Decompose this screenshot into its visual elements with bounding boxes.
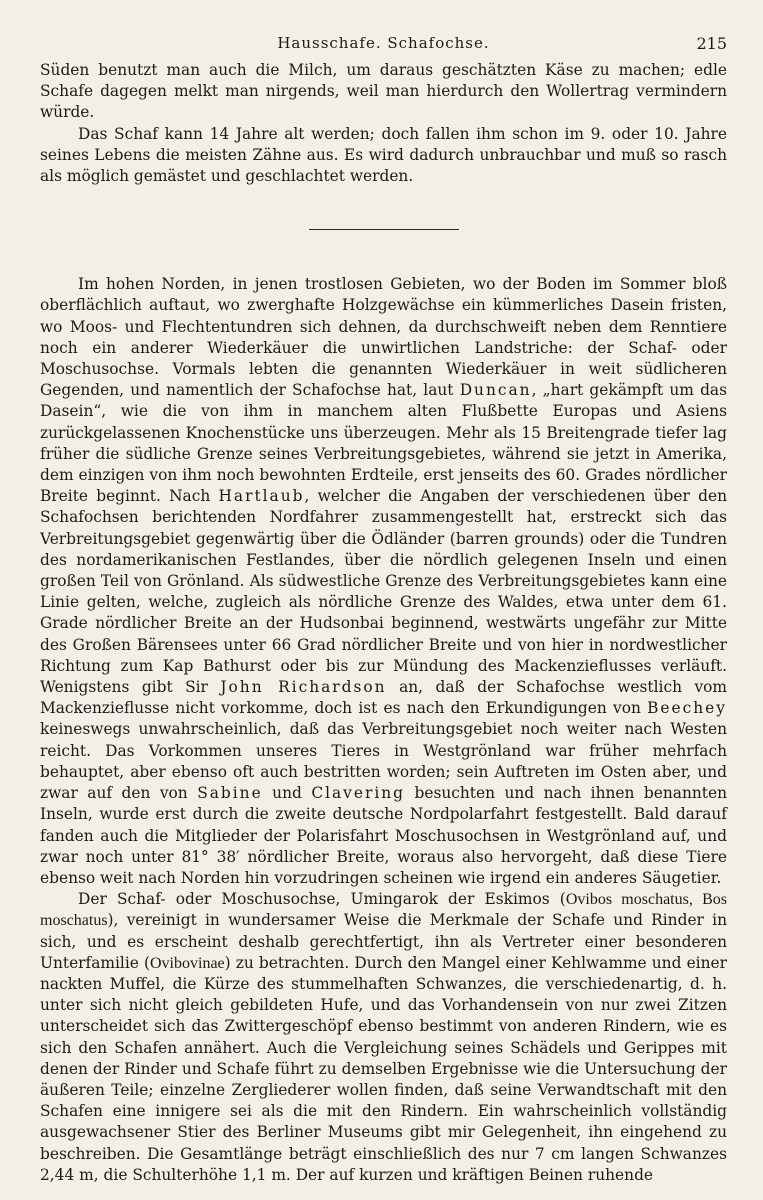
text-run: ) zu betrachten. Durch den Mangel einer Kehlwamme und einer nackten Muffel, die Kürze des stummelhaften Schwanzes, die verschiedenartig, d. h. unter sich nicht gleich gebildeten Hufe, und das Vorhandensein von nur zwei Zitzen unterscheidet sich das Zwittergeschöpf ebenso bestimmt von anderen Rindern, wie es sich den Schafen annähert. Auch die Vergleichung seines Schädels und Gerippes mit denen der Rinder und Schafe führt zu demselben Ergebnisse wie die Untersuchung der äußeren Teile; einzelne Zergliederer wollen finden, daß seine Verwandtschaft mit den Schafen eine innigere sei als die mit den Rindern. Ein wahrscheinlich vollständig ausgewachsener Stier des Berliner Museums gibt mir Gelegenheit, ihn eingehend zu beschreiben. Die Gesamtlänge beträgt einschließlich des nur 7 cm langen Schwanzes 2,44 m, die Schulterhöhe 1,1 m. Der auf kurzen und kräftigen Beinen ruhende — [40, 953, 727, 1184]
text-run: Im hohen Norden, in jenen trostlosen Gebieten, wo der Boden im Sommer bloß oberflächlich auftaut, wo zwerghafte Holzgewächse ein kümmerliches Dasein fristen, wo Moos- und Flechtentundren sich dehnen, da durchschweift neben dem Renntiere noch ein anderer Wiederkäuer die unwirtlichen Landstriche: der Schaf- oder Moschusochse. Vormals lebten die genannten Wiederkäuer in weit südlicheren Gegenden, und namentlich der Schafochse hat, laut — [40, 275, 727, 400]
name-sabine: Sabine — [197, 784, 263, 803]
section-divider — [309, 229, 459, 230]
name-hartlaub: Hartlaub — [218, 487, 305, 506]
latin-names: Ovibos moschatus, Bos moschatus — [40, 891, 727, 930]
name-clavering: Clavering — [311, 784, 406, 803]
latin-subfamily: Ovibovinae — [150, 954, 225, 972]
text-run: keineswegs unwahrscheinlich, daß das Verbreitungsgebiet noch weiter nach Westen reicht. Das Vorkommen unseres Tieres in Westgrönland war früher mehrfach behauptet, aber ebenso oft auch bestritten worden; sein Auftreten im Osten aber, und zwar auf den von — [40, 720, 727, 803]
text-run: Der Schaf- oder Moschusochse, Umingarok der Eskimos ( — [78, 890, 566, 909]
paragraph-milk: Süden benutzt man auch die Milch, um daraus geschätzten Käse zu machen; edle Schafe dagegen melkt man nirgends, weil man hierdurch den Wollertrag vermindern würde. — [40, 61, 727, 122]
paragraph-lifespan: Das Schaf kann 14 Jahre alt werden; doch fallen ihm schon im 9. oder 10. Jahre seines Lebens die meisten Zähne aus. Es wird dadurch unbrauchbar und muß so rasch als möglich gemästet und geschlachtet werden. — [40, 124, 727, 186]
name-beechey: Beechey — [647, 699, 727, 718]
text-run: , „hart gekämpft um das Dasein“, wie die von ihm in manchem alten Flußbette Europas und Asiens zurückgelassenen Knochenstücke uns überzeugen. Mehr als 15 Breitengrade tiefer lag früher die südliche Grenze seines Verbreitungsgebietes, während sie jetzt in Amerika, dem einzigen von ihm noch bewohnten Erdteile, erst jenseits des 60. Grades nördlicher Breite beginnt. Nach — [40, 381, 728, 506]
paragraph-distribution — [40, 274, 727, 889]
text-run: besuchten und nach ihnen benannten Inseln, wurde erst durch die zweite deutsche Nordpolarfahrt festgestellt. Bald darauf fanden auch die Mitglieder der Polarisfahrt Moschusochsen in Westgrönland auf, und zwar noch unter 81° 38′ nördlicher Breite, woraus also hervorgeht, daß diese Tiere ebenso weit nach Norden hin vorzudringen scheinen wie irgend ein anderes Säugetier. — [40, 784, 727, 887]
text-run: und — [262, 784, 312, 803]
paragraph-description — [40, 889, 727, 1186]
text-run: an, daß der Schafochse westlich vom Mackenzieflusse nicht vorkomme, doch ist es nach den Erkundigungen von — [40, 678, 728, 718]
page-number: 215 — [696, 34, 727, 53]
text-run: , welcher die Angaben der verschiedenen über den Schafochsen berichtenden Nordfahrer zusammengestellt hat, erstreckt sich das Verbreitungsgebiet gegenwärtig über die Ödländer (barren grounds) oder die Tundren des nordamerikanischen Festlandes, über die nördlich gelegenen Inseln und einen großen Teil von Grönland. Als südwestliche Grenze des Verbreitungsgebietes kann eine Linie gelten, welche, zugleich als nördliche Grenze des Waldes, etwa unter dem 61. Grade nördlicher Breite an der Hudsonbai beginnend, westwärts ungefähr zur Mitte des Großen Bärensees unter 66 Grad nördlicher Breite und von hier in nordwestlicher Richtung zum Kap Bathurst oder bis zur Mündung des Mackenzieflusses verläuft. Wenigstens gibt Sir — [40, 487, 727, 697]
name-duncan: Duncan — [459, 381, 532, 400]
text-run: ), vereinigt in wundersamer Weise die Merkmale der Schafe und Rinder in sich, und es erscheint deshalb gerechtfertigt, ihn als Vertreter einer besonderen Unterfamilie ( — [40, 911, 727, 972]
running-head: Hausschafe. Schafochse. — [277, 34, 490, 52]
name-richardson: John Richardson — [220, 678, 387, 697]
page-header — [40, 30, 727, 60]
